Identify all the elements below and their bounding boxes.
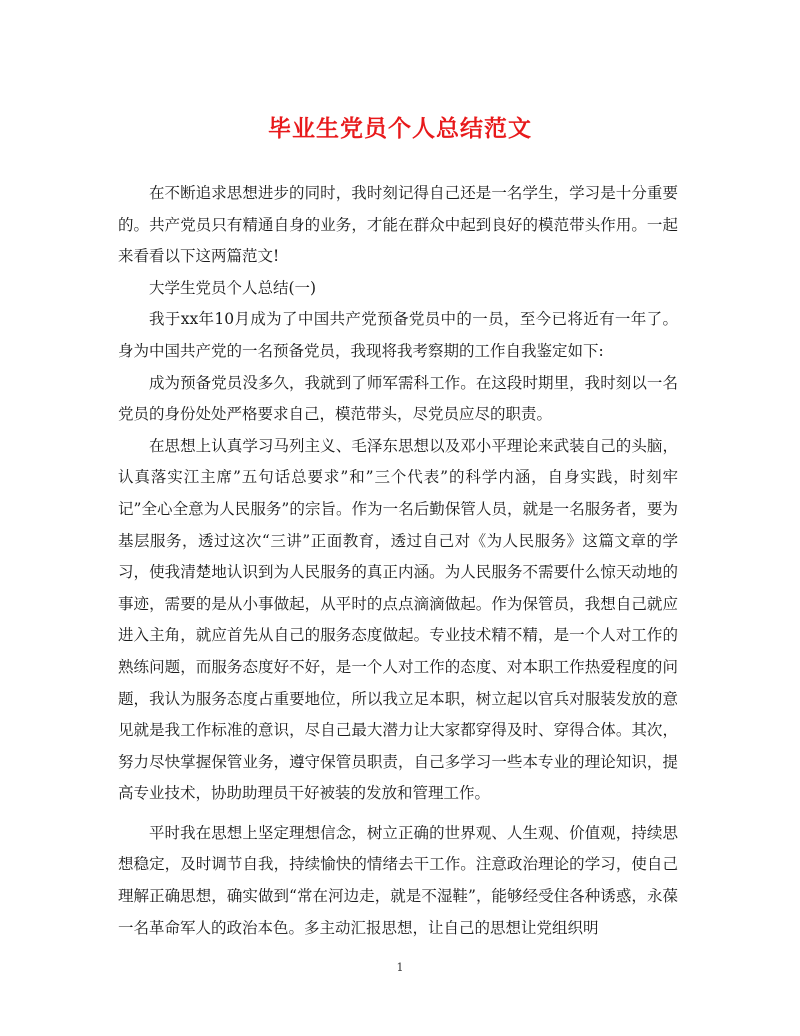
section-heading: 大学生党员个人总结(一) xyxy=(149,278,317,297)
page-number: 1 xyxy=(396,961,404,974)
body-paragraph: 在思想上认真学习马列主义、毛泽东思想以及邓小平理论来武装自己的头脑，认真落实江主席”五句话总要求”和”三个代表”的科学内涵，自身实践，时刻牢记”全心全意为人民服务”的宗旨。作为一名后勤保管人员，就是一名服务者，要为基层服务，透过这次“三讲”正面教育，透过自己对《为人民服务》这篇文章的学习，使我清楚地认识到为人民服务的真正内涵。为人民服务不需要什么惊天动地的事迹，需要的是从小事做起，从平时的点点滴滴做起。作为保管员，我想自己就应进入主角，就应首先从自己的服务态度做起。专业技术精不精，是一个人对工作的熟练问题，而服务态度好不好，是一个人对工作的态度、对本职工作热爱程度的问题，我认为服务态度占重要地位，所以我立足本职，树立起以官兵对服装发放的意见就是我工作标准的意识，尽自己最大潜力让大家都穿得及时、穿得合体。其次，努力尽快掌握保管业务，遵守保管员职责，自己多学习一些本专业的理论知识，提高专业技术，协助助理员干好被装的发放和管理工作。 xyxy=(118,436,678,803)
document-title: 毕业生党员个人总结范文 xyxy=(268,115,532,142)
document-body xyxy=(118,178,678,944)
body-paragraph: 平时我在思想上坚定理想信念，树立正确的世界观、人生观、价值观，持续思想稳定，及时调节自我，持续愉快的情绪去干工作。注意政治理论的学习，使自己理解正确思想，确实做到“常在河边走，就是不湿鞋”，能够经受住各种诱惑，永葆一名革命军人的政治本色。多主动汇报思想，让自己的思想让党组织明 xyxy=(118,823,678,937)
intro-paragraph: 在不断追求思想进步的同时，我时刻记得自己还是一名学生，学习是十分重要的。共产党员只有精通自身的业务，才能在群众中起到良好的模范带头作用。一起来看看以下这两篇范文! xyxy=(118,184,678,266)
body-paragraph: 成为预备党员没多久，我就到了师军需科工作。在这段时期里，我时刻以一名党员的身份处处严格要求自己，模范带头，尽党员应尽的职责。 xyxy=(118,373,678,424)
body-paragraph: 我于xx年10月成为了中国共产党预备党员中的一员，至今已将近有一年了。身为中国共产党的一名预备党员，我现将我考察期的工作自我鉴定如下: xyxy=(118,310,678,360)
